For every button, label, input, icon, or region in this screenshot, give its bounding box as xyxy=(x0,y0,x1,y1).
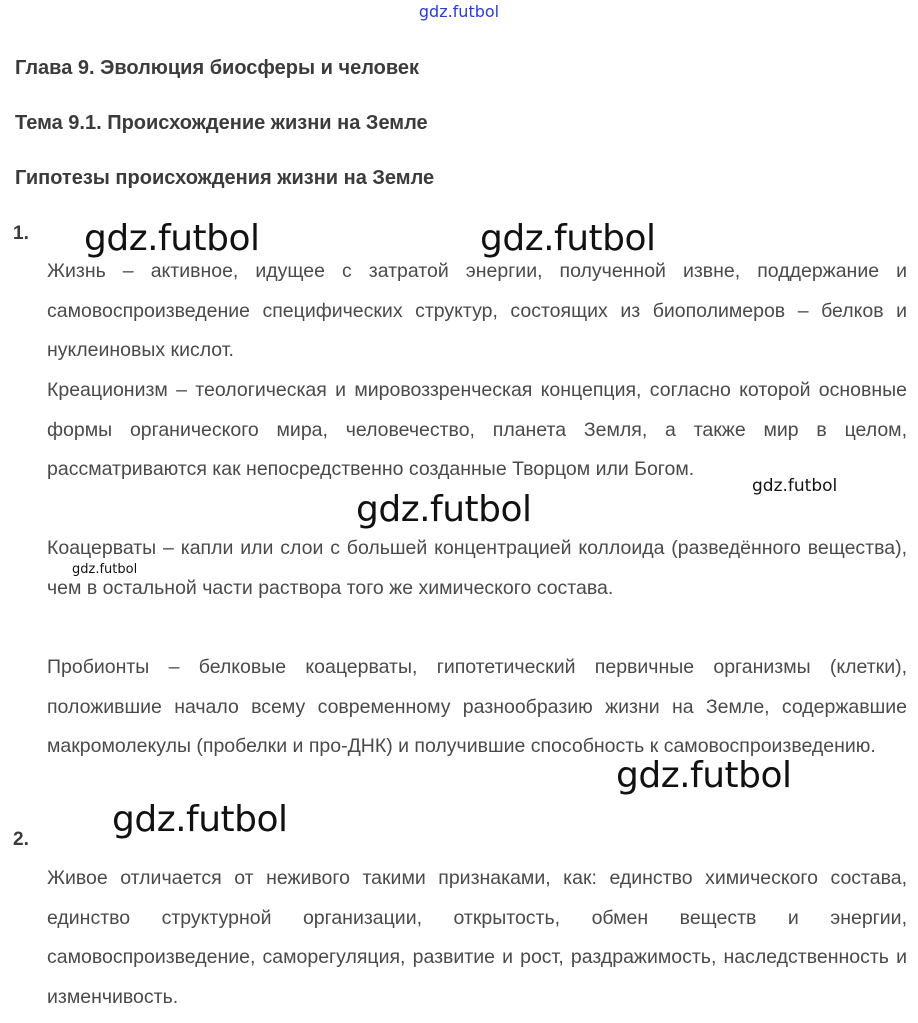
watermark-top: gdz.futbol xyxy=(418,2,500,21)
watermark: gdz.futbol xyxy=(356,489,532,530)
paragraph-coacervates: Коацерваты – капли или слои с большей концентрацией коллоида (разведённого вещества), чем в остальной части раствора того же химического состава. xyxy=(47,537,907,599)
watermark: gdz.futbol xyxy=(480,218,656,259)
watermark: gdz.futbol xyxy=(112,799,288,840)
watermark: gdz.futbol xyxy=(84,218,260,259)
watermark: gdz.futbol xyxy=(72,562,138,577)
paragraph-living-features: Живое отличается от неживого такими признаками, как: единство химического состава, единство структурной организации, открытость, обмен веществ и энергии, самовоспроизведение, саморегуляция, развитие и рост, раздражимость, наследственность и изменчивость. xyxy=(47,867,907,1008)
question-number-1: 1. xyxy=(13,223,29,244)
watermark: gdz.futbol xyxy=(752,476,838,496)
question-number-2: 2. xyxy=(13,829,29,850)
topic-title: Тема 9.1. Происхождение жизни на Земле xyxy=(15,112,428,134)
paragraph-creationism: Креационизм – теологическая и мировоззренческая концепция, согласно которой основные формы органического мира, человечество, планета Земля, а также мир в целом, рассматриваются как непосредственно созданные Творцом или Богом. xyxy=(47,379,907,481)
watermark: gdz.futbol xyxy=(616,755,792,796)
paragraph-probionts: Пробионты – белковые коацерваты, гипотетический первичные организмы (клетки), положившие начало всему современному разнообразию жизни на Земле, содержавшие макромолекулы (пробелки и про-ДНК) и получившие способность к самовоспроизведению. xyxy=(47,656,907,758)
section-title: Гипотезы происхождения жизни на Земле xyxy=(15,167,435,189)
paragraph-life-definition: Жизнь – активное, идущее с затратой энергии, полученной извне, поддержание и самовоспроизведение специфических структур, состоящих из биополимеров – белков и нуклеиновых кислот. xyxy=(47,260,907,362)
chapter-title: Глава 9. Эволюция биосферы и человек xyxy=(15,57,420,79)
